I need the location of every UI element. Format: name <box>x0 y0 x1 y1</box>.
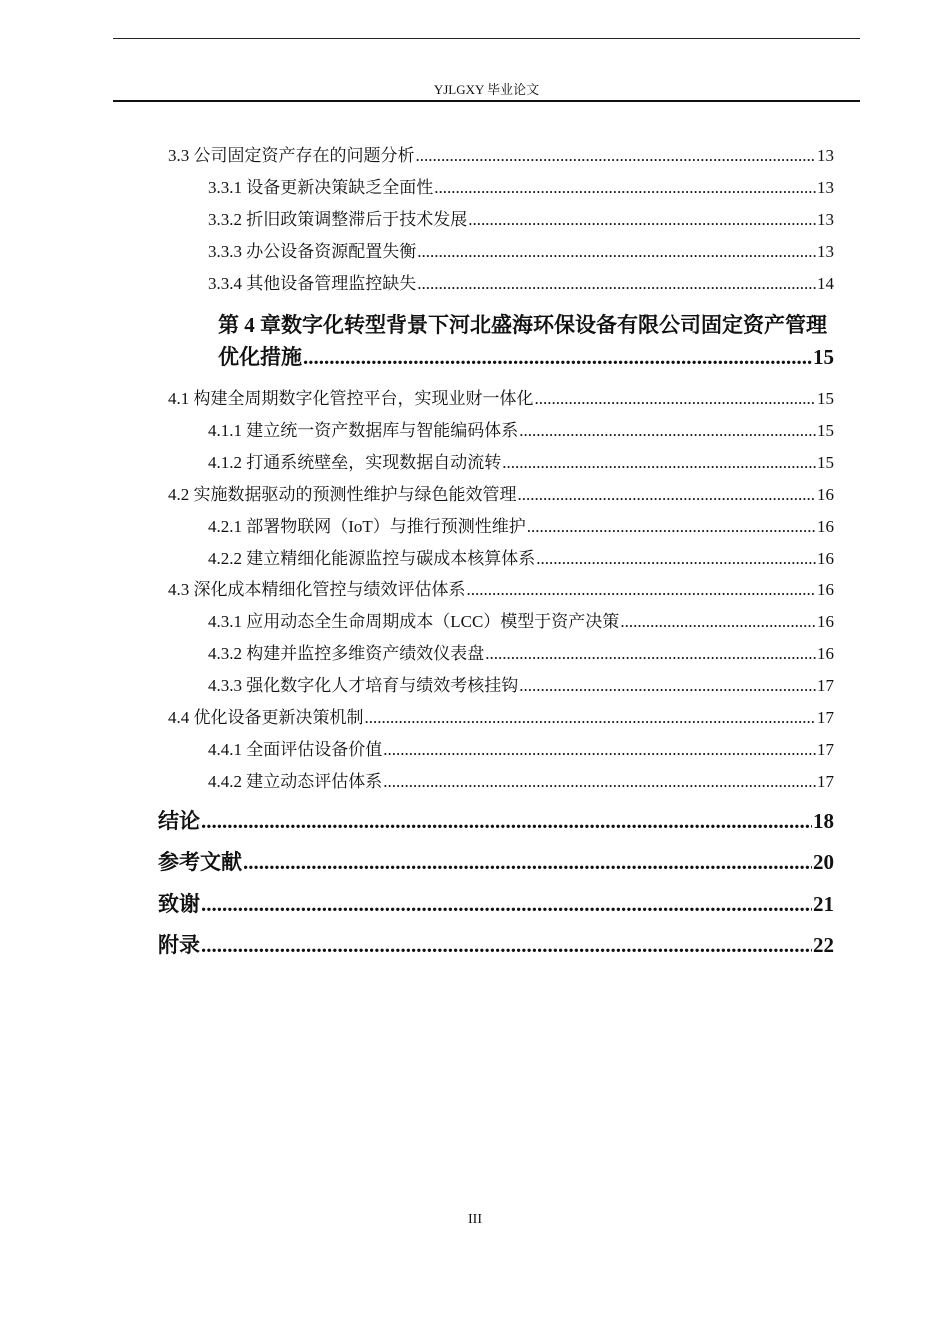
dot-leader <box>365 708 817 728</box>
toc-entry-3-3-2[interactable] <box>208 205 834 230</box>
dot-leader <box>536 549 816 569</box>
toc-entry-title: 4.2.2 建立精细化能源监控与碳成本核算体系 <box>208 549 536 568</box>
toc-entry-page: 20 <box>813 850 834 874</box>
toc-entry-4-3-3[interactable] <box>208 671 834 696</box>
toc-entry-page: 14 <box>817 274 834 293</box>
toc-entry-title: 4.2.1 部署物联网（IoT）与推行预测性维护 <box>208 517 526 536</box>
toc-entry-4-1-1[interactable] <box>208 416 834 441</box>
dot-leader <box>485 644 816 664</box>
toc-entry-4-4[interactable] <box>168 703 834 728</box>
toc-entry-title: 3.3 公司固定资产存在的问题分析 <box>168 146 415 165</box>
toc-entry-page: 16 <box>817 549 834 568</box>
toc-entry-title: 4.4.2 建立动态评估体系 <box>208 772 383 791</box>
page-header: YJLGXY 毕业论文 <box>433 82 540 97</box>
toc-entry-title: 4.2 实施数据驱动的预测性维护与绿色能效管理 <box>168 485 517 504</box>
dot-leader <box>201 933 812 958</box>
toc-entry-4-1-2[interactable] <box>208 448 834 473</box>
dot-leader <box>434 178 816 198</box>
toc-entry-page: 15 <box>817 453 834 472</box>
toc-entry-page: 22 <box>813 933 834 957</box>
toc-entry-page: 17 <box>817 772 834 791</box>
dot-leader <box>416 146 817 166</box>
toc-entry-3-3-4[interactable] <box>208 269 834 294</box>
toc-entry-conclusion[interactable] <box>158 805 834 835</box>
toc-entry-4-4-2[interactable] <box>208 767 834 792</box>
toc-entry-title: 3.3.1 设备更新决策缺乏全面性 <box>208 178 434 197</box>
page-number: III <box>468 1212 482 1227</box>
toc-entry-page: 15 <box>813 345 834 369</box>
toc-entry-page: 17 <box>817 740 834 759</box>
toc-entry-page: 18 <box>813 809 834 833</box>
toc-entry-title: 4.1.1 建立统一资产数据库与智能编码体系 <box>208 421 519 440</box>
toc-entry-appendix[interactable] <box>158 929 834 959</box>
dot-leader <box>519 421 816 441</box>
toc-entry-title: 3.3.4 其他设备管理监控缺失 <box>208 274 417 293</box>
toc-entry-4-2[interactable] <box>168 480 834 505</box>
toc-entry-page: 15 <box>817 421 834 440</box>
dot-leader <box>527 517 816 537</box>
toc-entry-title: 4.1 构建全周期数字化管控平台，实现业财一体化 <box>168 389 534 408</box>
toc-entry-title: 结论 <box>158 809 200 833</box>
toc-entry-page: 16 <box>817 644 834 663</box>
toc-entry-page: 17 <box>817 708 834 727</box>
toc-entry-title: 4.4 优化设备更新决策机制 <box>168 708 364 727</box>
dot-leader <box>502 453 816 473</box>
toc-entry-title: 4.4.1 全面评估设备价值 <box>208 740 383 759</box>
toc-entry-page: 13 <box>817 242 834 261</box>
toc-entry-references[interactable] <box>158 846 834 876</box>
dot-leader <box>467 580 817 600</box>
toc-entry-3-3-3[interactable] <box>208 237 834 262</box>
toc-entry-page: 13 <box>817 210 834 229</box>
toc-entry-title: 致谢 <box>158 892 200 916</box>
dot-leader <box>417 274 816 294</box>
toc-entry-page: 21 <box>813 892 834 916</box>
toc-entry-page: 16 <box>817 612 834 631</box>
toc-entry-3-3[interactable] <box>168 141 834 166</box>
dot-leader <box>383 740 816 760</box>
toc-entry-title: 4.3.1 应用动态全生命周期成本（LCC）模型于资产决策 <box>208 612 620 631</box>
dot-leader <box>535 389 817 409</box>
dot-leader <box>201 892 812 917</box>
dot-leader <box>519 676 816 696</box>
dot-leader <box>620 612 816 632</box>
toc-entry-page: 17 <box>817 676 834 695</box>
toc-entry-title: 4.3.2 构建并监控多维资产绩效仪表盘 <box>208 644 485 663</box>
chapter-title-line2-row <box>218 341 834 371</box>
chapter-title-line2: 优化措施 <box>218 345 302 369</box>
dot-leader <box>303 345 812 370</box>
toc-entry-4-3-1[interactable] <box>208 607 834 632</box>
toc-entry-acknowledgements[interactable] <box>158 888 834 918</box>
toc-entry-title: 附录 <box>158 933 200 957</box>
toc-entry-4-2-2[interactable] <box>208 544 834 569</box>
toc-entry-4-1[interactable] <box>168 384 834 409</box>
toc-entry-page: 13 <box>817 146 834 165</box>
toc-entry-4-3-2[interactable] <box>208 639 834 664</box>
dot-leader <box>518 485 817 505</box>
toc-entry-title: 4.1.2 打通系统壁垒，实现数据自动流转 <box>208 453 502 472</box>
toc-entry-title: 3.3.2 折旧政策调整滞后于技术发展 <box>208 210 468 229</box>
dot-leader <box>468 210 816 230</box>
toc-entry-title: 4.3.3 强化数字化人才培育与绩效考核挂钩 <box>208 676 519 695</box>
toc-entry-page: 15 <box>817 389 834 408</box>
toc-entry-title: 参考文献 <box>158 850 242 874</box>
toc-entry-page: 16 <box>817 580 834 599</box>
toc-entry-page: 13 <box>817 178 834 197</box>
toc-entry-page: 16 <box>817 485 834 504</box>
toc-entry-4-4-1[interactable] <box>208 735 834 760</box>
dot-leader <box>243 850 812 875</box>
dot-leader <box>383 772 816 792</box>
dot-leader <box>201 809 812 834</box>
dot-leader <box>417 242 816 262</box>
toc-entry-title: 3.3.3 办公设备资源配置失衡 <box>208 242 417 261</box>
toc-entry-4-3[interactable] <box>168 575 834 600</box>
toc-entry-3-3-1[interactable] <box>208 173 834 198</box>
toc-entry-page: 16 <box>817 517 834 536</box>
toc-entry-title: 4.3 深化成本精细化管控与绩效评估体系 <box>168 580 466 599</box>
chapter-title-line1: 第 4 章数字化转型背景下河北盛海环保设备有限公司固定资产管理 <box>218 313 827 337</box>
toc-entry-4-2-1[interactable] <box>208 512 834 537</box>
